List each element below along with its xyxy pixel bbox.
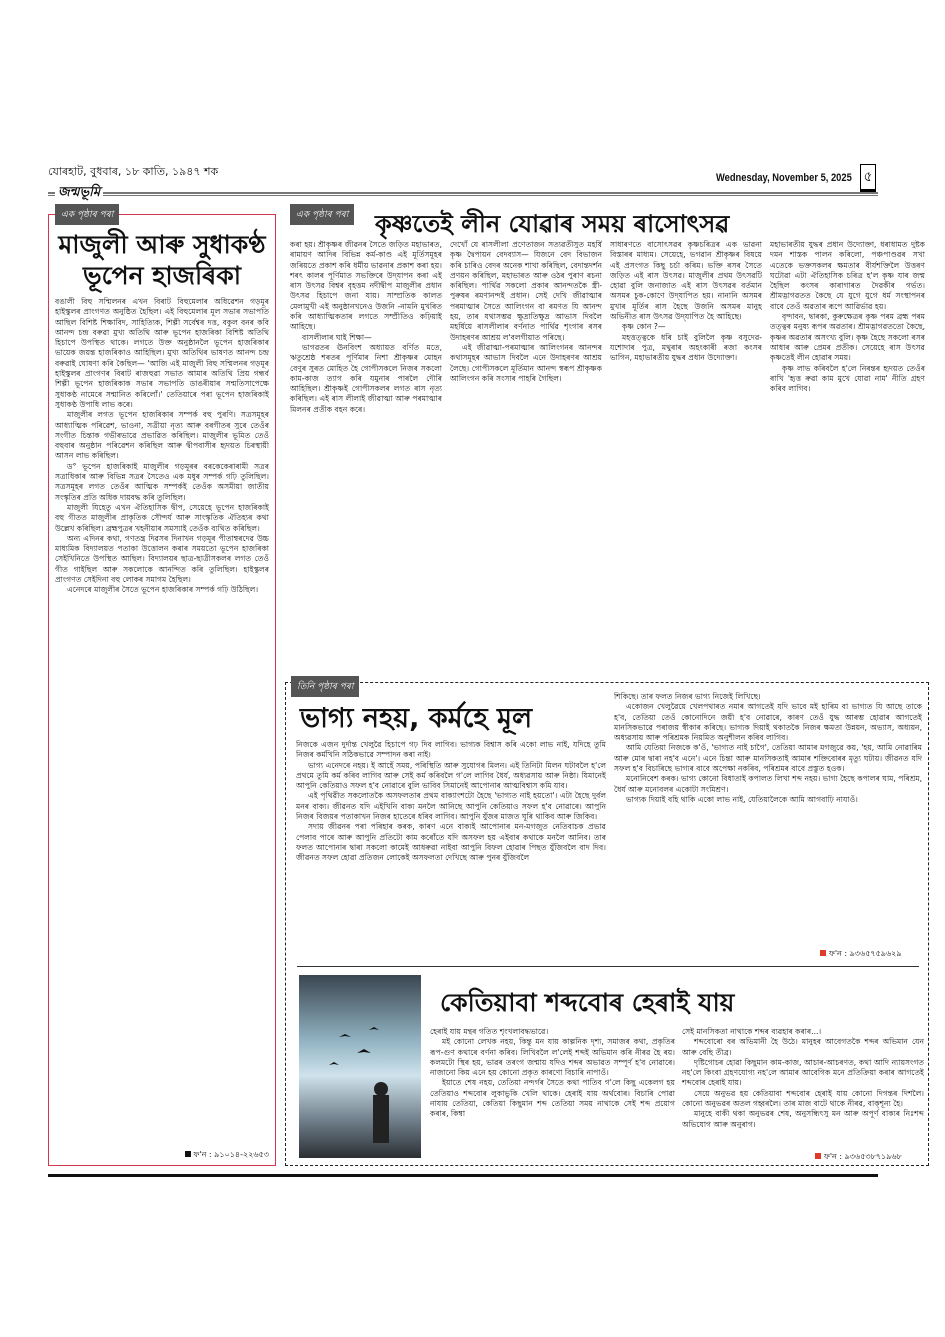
paragraph: ভাগৱতৰ ঊনবিংশ অধ্যায়ত বৰ্ণিত মতে, ঋতুশ্ৰেষ্ঠ শৰতৰ পূৰ্ণিমাৰ নিশা শ্ৰীকৃষ্ণৰ মোহন বেণুৰ সুৰত মোহিত হৈ গোপীসকলে নিজৰ সকলো কাম-কাজ ত্যাগ কৰি যমুনাৰ পাৰলৈ দৌৰি আহিছিল। শ্ৰীকৃষ্ণই গোপীসকলৰ লগত ৰাস নৃত্য কৰিছিল। এই ৰাস লীলাই জীৱাত্মা আৰু পৰমাত্মাৰ মিলনৰ প্ৰতীক বহন কৰে। [290,342,442,414]
left-article-title [49,229,275,291]
paragraph: আমি যেতিয়া নিজকে ক'ওঁ, 'ভাগ্যত নাই চাগৈ', তেতিয়া আমাৰ মগজুৱে কয়, 'হয়, আমি নোৱাৰিম আৰু মোৰ দ্বাৰা নহ'ব এনে'। এনে চিন্তা আৰু মানসিকতাই আমাৰ শক্তিবোৰৰ মৃত্যু ঘটায়। জীৱনত যদি সফল হ'ব বিচাৰিছে ভাগ্যৰ বাবে অপেক্ষা নকৰিব, পৰিশ্ৰমৰ বাবে প্ৰস্তুত হওক। [614,743,922,774]
paragraph: শিকিছে। তাৰ ফলত নিজৰ ভাগ্য নিজেই লিখিছে। [614,692,761,701]
paragraph: মাজুলীৰ লগত ভূপেন হাজৰিকাৰ সম্পৰ্ক বহু পুৰণি। সত্ৰসমূহৰ আধ্যাত্মিক পৰিৱেশ, ভাওনা, সত্ৰীয়া নৃত্য আৰু বৰগীতৰ সুৰে তেওঁৰ সংগীত চিন্তাক গভীৰভাৱে প্ৰভাৱিত কৰিছিল। মাজুলীৰ ভূমিত তেওঁ বহুবাৰ অনুষ্ঠান পৰিৱেশন কৰিছিল আৰু দ্বীপবাসীৰ হৃদয়ত চিৰস্থায়ী আসন লাভ কৰিছিল। [55,410,269,461]
paragraph: কৰা হয়। শ্ৰীকৃষ্ণৰ জীৱনৰ সৈতে জড়িত মহাভাৰত, ৰামায়ণ আদিৰ বিভিন্ন কৰ্ম-কাণ্ড এই মূৰ্তিসমূহৰ জৰিয়তে প্ৰকাশ কৰি ধৰ্মীয় ভাৱনাৰ প্ৰকাশ কৰা হয়। শৰৎ কালৰ পূৰ্ণিমাত সভক্তিৰে উদ্‌যাপন কৰা এই ৰাস উৎসৱ বিশ্বৰ বৃহত্তম নদীদ্বীপ মাজুলীৰ প্ৰধান উৎসৱ হিচাপে জনা যায়। সাম্প্ৰতিক কালত মেলামুখী এই অনুষ্ঠানখনেও উজনি -নামনি মুখৰিত কৰি আধ্যাত্মিকতাৰ লগতে সম্প্ৰীতিও কঢ়িয়াই আহিছে। [290,240,442,332]
paragraph: একোজন খেলুৱৈয়ে খেলপথাৰত নমাৰ আগতেই যদি ভাবে মই হাৰিম বা ভাগ্যত যি আছে তাকে হ'ব, তেতিয়া তেওঁ কোনোদিনে জয়ী হ'ব নোৱাৰে, কাৰণ তেওঁ যুদ্ধ আৰম্ভ হোৱাৰ আগতেই মানসিকভাৱে পৰাজয় স্বীকাৰ কৰিছে। ভাগ্যক দিয়াই থকাতকৈ নিজৰ ক্ষমতা উন্নয়ন, অভ্যাস, অধ্যয়ন, অধ্যৱসায় আৰু পৰিশ্ৰমক নিয়মিত অনুশীলন কৰিব লাগিব। [614,702,922,743]
paragraph: কৃষ্ণ লাভ কৰিবলৈ হ'লে নিৰন্তৰ হৃদয়ত তেওঁৰ ৰাখি 'হৃত্ত ৰুৱা কাম মুখে যোৱা নাম' নীতি গ্ৰহণ কৰিব লাগিব। [770,363,925,394]
dateline: যোৰহাট, বুধবাৰ, ১৮ কাতি, ১৯৪৭ শক [48,165,219,178]
square-bullet-icon [820,950,826,956]
page-bottom-rule [48,1174,878,1177]
paragraph: মহত্তত্ত্বকে ধৰি চাই বুলিলৈ কৃষ্ণ বসুদেৱ-যশোদাৰ পুত্ৰ, মথুৰাৰ অহংকাৰী ৰজা কংসৰ ভাগিন, মহাভাৰতীয় যুদ্ধৰ প্ৰধান উদ্যোক্তা। [610,332,762,363]
mid-article-col-1 [296,740,606,960]
title-line-1: মাজুলী আৰু সুধাকণ্ঠ [58,230,266,259]
top-article-col-3 [610,240,762,670]
paragraph: ইয়াতে শেষ নহয়, তেতিয়া নন্দৰ্গৰ সৈতে কথা পাতিব গ'লে কিছু একেলগ হয় তেতিয়াও শব্দবোৰ লুকাভুকি খেলি থাকে। হেৰাই যায় অৰ্থবোৰ। বিচাৰি পোৱা নাযায় তেতিয়া, কেতিয়া কিছুমান শব্দ তেতিয়া সময় নাথাকে সেই শব্দ প্ৰয়োগ কৰাৰ, কিম্বা [430,1078,675,1119]
paragraph: ভাগ্যক দিয়াই বহি থাকি একো লাভ নাই, যেতিয়ালৈকে আমি আগবাঢ়ি নাযাওঁ। [626,794,858,804]
top-article-col-4 [770,240,925,670]
masthead-rule [48,192,878,196]
top-article-col-1 [290,240,442,670]
paragraph: দেখোঁ যে ৰাসলীলা প্ৰণেতাজন সত্যৱতীসুত মহৰ্ষি কৃষ্ণ দ্বৈপায়ন বেদব্যাস— যিজনে বেদ বিভাজন কৰি চাৰিও বেদৰ অনেক শাখা কৰিছিল, বেদান্তদৰ্শন প্ৰণয়ন কৰিছিল, মহাভাৰত আৰু ওঠৰ পুৰাণ ৰচনা কৰিছিল। পাৰ্থিৱ সকলো প্ৰকাৰ আনন্দতকৈ স্ত্ৰী-পুৰুষৰ ৰমণানন্দই প্ৰধান। সেই দেখি জীৱাত্মাৰ পৰমাত্মাৰ সৈতে আলিংগন বা ৰমণত যি আনন্দ হয়, তাৰ যথাসম্ভৱ ক্ষুদ্ৰাতিক্ষুদ্ৰ আভাস দিবলৈ মহৰ্ষিয়ে ৰাসলীলাৰ বৰ্ণনাত পাৰ্থিৱ শৃংগাৰ ৰসৰ উদাহৰণৰ আশ্ৰয় ল'বলগীয়াত পৰিছে। [450,240,602,342]
paragraph: সেই মানসিকতা নাথাকে শব্দৰ ব্যৱহাৰ কৰাৰ...। [682,1027,822,1036]
third-article-col-2 [682,1027,924,1147]
phone-text: ফ'ন : ৯৩৬৫৭৫৯৬২৯ [829,949,902,958]
paragraph: এই পৃথিৱীত সকলোতকৈ অসফলতাৰ প্ৰথম বাক্যাংশটো হৈছে 'ভাগ্যত নাই হয়তো'। এটা হৈছে দুৰ্বল মনৰ বাক্য। জীৱনত যদি এইখিনি বাক্য মনলৈ আনিছে আপুনি কেতিয়াও সফল হ'ব নোৱাৰে। আপুনি নিজৰ বিজয়ৰ পতাকাখন নিজৰ হাতেৰে ধৰিব লাগিব। আপুনি যুঁজৰ মাজত ঘূৰি থাকিব আৰু জিকিব। [296,791,606,822]
mid-article-col-2 [614,692,922,942]
masthead-logo: জন্মভূমি [55,183,103,204]
paragraph: সদায় জীৱনৰ পৰা পৰিহাৰ কৰক, কাৰণ এনে বাক্যই আপোনাৰ মন-মগজুত নেতিবাচক প্ৰভাৱ পেলাব পাৰে আৰু আপুনি প্ৰতিটো কাম কৰোঁতে যদি অসফল হয় এইবাৰ কথাকে মনলৈ আনিব। তাৰ ফলত আপোনাৰ দ্বাৰা সকলো কামেই আধৰুৱা নাইবা আপুনি বিফল হোৱাৰ পিছত যুঁজিবলৈ বাদ দিব। জীৱনত সফল হোৱা প্ৰতিজন লোকেই অসফলতা দেখিছে আৰু পুনৰ যুঁজিবলৈ [296,822,606,863]
paragraph: মাজুলী যিহেতু এখন ঐতিহাসিক দ্বীপ, সেয়েহে ভূপেন হাজৰিকাই বহু গীতত মাজুলীৰ প্ৰাকৃতিক সৌন্দৰ্য আৰু সাংস্কৃতিক ঐতিহ্যৰ কথা উল্লেখ কৰিছিল। ব্ৰহ্মপুত্ৰৰ খহনীয়াৰ সমস্যাই তেওঁক ব্যথিত কৰিছিল। [55,502,269,533]
paragraph: এনেদৰে মাজুলীৰ সৈতে ভূপেন হাজৰিকাৰ সম্পৰ্ক গঢ়ি উঠিছিল। [67,585,259,595]
left-article-phone [185,1149,269,1162]
paragraph: মনোনিবেশ কৰক। ভাগ্য কোনো বিধাতাই কপালত লিখা শব্দ নহয়। ভাগ্য হৈছে কপালৰ ঘাম, পৰিশ্ৰম, ধৈৰ্য আৰু মনোবলৰ একোটা সংমিশ্ৰণ। [614,774,922,794]
page-number: ৫ [860,164,876,192]
square-bullet-icon [815,1153,821,1159]
photo-illustration [299,975,421,1158]
paragraph: মই কোনো লেখক নহয়, কিন্তু মন যায় কাল্পনিক দৃশ্য, সমাজৰ কথা, প্ৰকৃতিৰ ৰূপ-গুণ কথাৰে বৰ্ণনা কৰিব। লিখিবলৈ ল'লেই শব্দই অভিমান কৰি নীৰৱ হৈ ৰয়। কলমটো স্থিৰ হয়, ভাৱৰ তৰংগ জন্মায় যদিও শব্দৰ অভাৱত সম্পূৰ্ণ হ'ব নোৱাৰে। নাজানো কিয় এনে হয় কোনো প্ৰকৃত কাৰণো বিচাৰি নাপাওঁ। [430,1037,675,1078]
paragraph: ভাগ্য এনেদৰে নহয়। ই আহেঁ সময়, পৰিস্থিতি আৰু সুযোগৰ মিলন। এই তিনিটা মিলন ঘটাবলৈ হ'লে প্ৰথমে তুমি কৰ্ম কৰিব লাগিব আৰু সেই কৰ্ম কৰিবলৈ গ'লে লাগিব ধৈৰ্য, অধ্যৱসায় আৰু নিষ্ঠা। যিমানেই আপুনি কেতিয়াও সফল হ'ব নোৱাৰে বুলি ভাবিব সিমানেই আপোনাৰ আত্মবিশ্বাস কমি যাব। [296,760,606,791]
paragraph: মানুহে বাকী থকা অনুভৱৰ শেষ, অনুসন্ধিৎসু মন আৰু অপূৰ্ণ বাক্যৰ নিঃশব্দ অভিযোগ আৰু অনুৰাগ। [682,1109,924,1129]
paragraph: শব্দবোৰো বৰ অভিমানী হৈ উঠে। মানুহৰ আবেগতকৈ শব্দৰ অভিমান যেন আৰু বেছি তীব্ৰ। [682,1037,924,1057]
paragraph: সাধাৰণতে বাসোৎসৱৰ কৃষ্ণচৰিত্ৰৰ এক ভাৱনা বিস্তাৰৰ মাধ্যম। সেয়েহে, ভগৱান শ্ৰীকৃষ্ণৰ বিষয়ে এই প্ৰসংগত কিছু চৰ্চা কৰিম। ভক্তি ৰসৰ সৈতে জড়িত এই ৰাস উৎসৱ। মাজুলীৰ প্ৰথম উৎসৱটি হোৱা বুলি জনাজাত এই ৰাস উৎসৱৰ বৰ্তমান অসমৰ চুক-কোণে উদ্‌যাপিত হয়। নানানি অসমৰ মুখাৰ মূৰ্তিৰ ৰাস হৈছে উজনি অসমৰ মানুহ অভিনীত ৰাস উৎসৱ উদ্‌যাপিত হৈ আহিছে। [610,240,762,322]
paragraph: হেৰাই যায় মন্থৰ গতিত শৃংখলাবদ্ধভাৱে। [430,1027,549,1036]
article-photo-boy-with-birds [299,975,421,1158]
phone-text: ফ'ন : ৯৩৬৫৩৮৭১৯৬৮ [824,1152,902,1161]
phone-text: ফ'ন : ৯১০১৪-২২৬৫৩ [193,1150,269,1159]
paragraph: বঙালী বিহু সন্মিলনৰ এখন বিৰাট বিহুমেলাৰ অধিৱেশন গড়মূৰ হাইস্কুলৰ প্ৰাংগণত অনুষ্ঠিত হৈছিল। এই বিহুমেলাৰ মূল সভাৰ সভাপতি আছিল বিশিষ্ট শিক্ষাবিদ, সাহিত্যিক, শিল্পী সৰ্বেশ্বৰ দত্ত, বকুল বনৰ কবি আনন্দ চন্দ্ৰ বৰুৱা মুখ্য অতিথি আৰু ভূপেন হাজৰিকা বিশিষ্ট অতিথি হিচাপে উপস্থিত থাকে। লগতে উক্ত অনুষ্ঠানলৈ ভূপেন হাজৰিকাৰ ভায়েক জয়ন্ত হাজৰিকাও আহিছিল। মুখ্য অতিথিৰ ভাষণত আনন্দ চন্দ্ৰ বৰুৱাই ঘোষণা কৰি কৈছিল— 'আজি এই মাজুলী বিহু সন্মিলনৰ গড়মূৰ হাইস্কুলৰ প্ৰাংগণৰ বিৰাট ৰাজহুৱা সভাত আমাৰ অতিথি প্ৰিয় গন্ধৰ্ব শিল্পী ভূপেন হাজৰিকাক সভাৰ সভাপতি ডাঙৰীয়াৰ সন্মতিসাপেক্ষে সুধাকণ্ঠ নামেৰে সন্মানিত কৰিলোঁ।' তেতিয়াৰে পৰা ভূপেন হাজৰিকাই সুধাকণ্ঠ উপাধি লাভ কৰে। [55,297,269,409]
continuation-tag: তিনি পৃষ্ঠাৰ পৰা [291,676,359,697]
top-article-title: কৃষ্ণতেই লীন যোৱাৰ সময় ৰাসোৎসৱ [375,210,730,238]
continuation-tag: এক পৃষ্ঠাৰ পৰা [55,204,119,225]
third-article-col-1 [430,1027,675,1162]
paragraph: সেয়ে অনুভৱ হয় কেতিয়াবা শব্দবোৰ হেৰাই যায় কোনো দিগন্তৰ দিশলৈ। কোনো অনুভৱৰ অতল গহ্বৰলৈ। তাৰ মাজ বাটে থাকে নীৰৱ, বাক্‌শূন্য হৈ। [682,1088,924,1109]
left-article-box [48,214,276,1166]
mid-article-phone [820,948,902,961]
paragraph: অন্য এদিনৰ কথা, গণতন্ত্ৰ দিৱসৰ দিনাখন গড়মূৰ পীতাম্বৰদেৱ উচ্চ মাধ্যমিক বিদ্যালয়ত পতাকা উত্তোলন কৰাৰ সময়তো ভূপেন হাজৰিকা সেইখিনিতে উপস্থিত আছিল। বিদ্যালয়ৰ ছাত্ৰ-ছাত্ৰীসকলৰ লগত তেওঁ গীত গাইছিল আৰু সকলোকে আনন্দিত কৰি তুলিছিল। হাইস্কুলৰ প্ৰাংগণত সেইদিনা বহু লোকৰ সমাগম হৈছিল। [55,533,269,585]
third-article-phone [815,1151,902,1164]
paragraph: ড° ভূপেন হাজৰিকাই মাজুলীৰ গড়মূৰৰ বৰকেকেৰাৰামী সত্ৰৰ সত্ৰাধিকাৰ আৰু বিভিন্ন সত্ৰৰ সৈতেও এক মধুৰ সম্পৰ্ক গঢ়ি তুলিছিল। সত্ৰসমূহৰ লগত তেওঁৰ আত্মিক সম্পৰ্কই তেওঁক অসমীয়া জাতীয় সংস্কৃতিৰ প্ৰতি অধিক দায়বদ্ধ কৰি তুলিছিল। [55,461,269,502]
divider [297,966,919,967]
paragraph: বাসলীলাৰ ঘাই শিক্ষা— [302,332,372,342]
continuation-tag: এক পৃষ্ঠাৰ পৰা [290,204,354,225]
paragraph: কৃষ্ণ কোন ?— [622,322,666,332]
paragraph: নিজকে এজন দুৰ্দান্ত খেলুৱৈ হিচাপে গঢ় দিব লাগিব। ভাগ্যক বিশ্বাস কৰি একো লাভ নাই, যদিহে তুমি নিজৰ কৰ্মখিনি সঠিকভাৱে সম্পাদন কৰা নাই। [296,740,606,760]
paragraph: এই জীৱাত্মা-পৰমাত্মাৰ আলিংগনৰ আনন্দৰ কথাসমূহৰ আভাস দিবলৈ এনে উদাহৰণৰ আশ্ৰয় লৈছে। গোপীসকলে মূৰ্তিমান আনন্দ স্বৰূপ শ্ৰীকৃষ্ণক আলিংগন কৰি সংসাৰ পাহৰি গৈছিল। [450,342,602,383]
english-date: Wednesday, November 5, 2025 [716,172,852,184]
paragraph: বৃন্দাবন, দ্বাৰকা, কুৰুক্ষেত্ৰৰ কৃষ্ণ পৰম ব্ৰহ্ম পৰম তত্ত্বৰ মনুষ্য ৰূপৰ অৱতাৰ। শ্ৰীমদ্ভাগৱততো কৈছে, কৃষ্ণৰ অৱতাৰ অসংখ্য বুলি। কৃষ্ণ হৈছে সকলো ৰসৰ আধাৰ আৰু প্ৰেমৰ প্ৰতীক। সেয়েহে ৰাস উৎসৱ কৃষ্ণতেই লীন হোৱাৰ সময়। [770,312,925,363]
mid-article-title: ভাগ্য নহয়, কৰ্মহে মূল [300,703,533,734]
left-article-body [55,297,269,1147]
square-bullet-icon [185,1151,191,1157]
third-article-title: কেতিয়াবা শব্দবোৰ হেৰাই যায় [440,988,735,1017]
paragraph: দৃষ্টিগোচৰ হোৱা কিছুমান কাম-কাজ, আচাৰ-আচৰণত, কথা আদি ন্যায়সংগত নহ'লে কিংবা গ্ৰহণযোগ্য নহ'লে আমাৰ আবেগিক মনে প্ৰতিক্ৰিয়া কৰাৰ আগতেই শব্দবোৰ হেৰাই যায়। [682,1057,924,1088]
title-line-2: ভূপেন হাজৰিকা [83,261,241,290]
paragraph: মহাভাৰতীয় যুদ্ধৰ প্ৰধান উদ্যোক্তা, ধৰাধামত দুষ্টক দমন শাস্তক পালন কৰিলো, পঞ্চপাণ্ডৱৰ সখা এতেকে ভক্তসকলৰ ক্ষমতাৰ বীৰ্যশক্তিলৈ উত্তৰণ ঘটোৱা এটা ঐতিহাসিক চৰিত্ৰ হ'ল কৃষ্ণ যাৰ জন্ম হৈছিল কংসৰ কাৰাগাৰত দৈৱকীৰ গৰ্ভত। শ্ৰীমদ্ভাগৱতত কৈছে যে যুগে যুগে ধৰ্ম সংস্থাপনৰ বাবে তেওঁ অৱতাৰ ৰূপে আৱিৰ্ভাৱ হয়। [770,240,925,311]
top-article-col-2 [450,240,602,670]
